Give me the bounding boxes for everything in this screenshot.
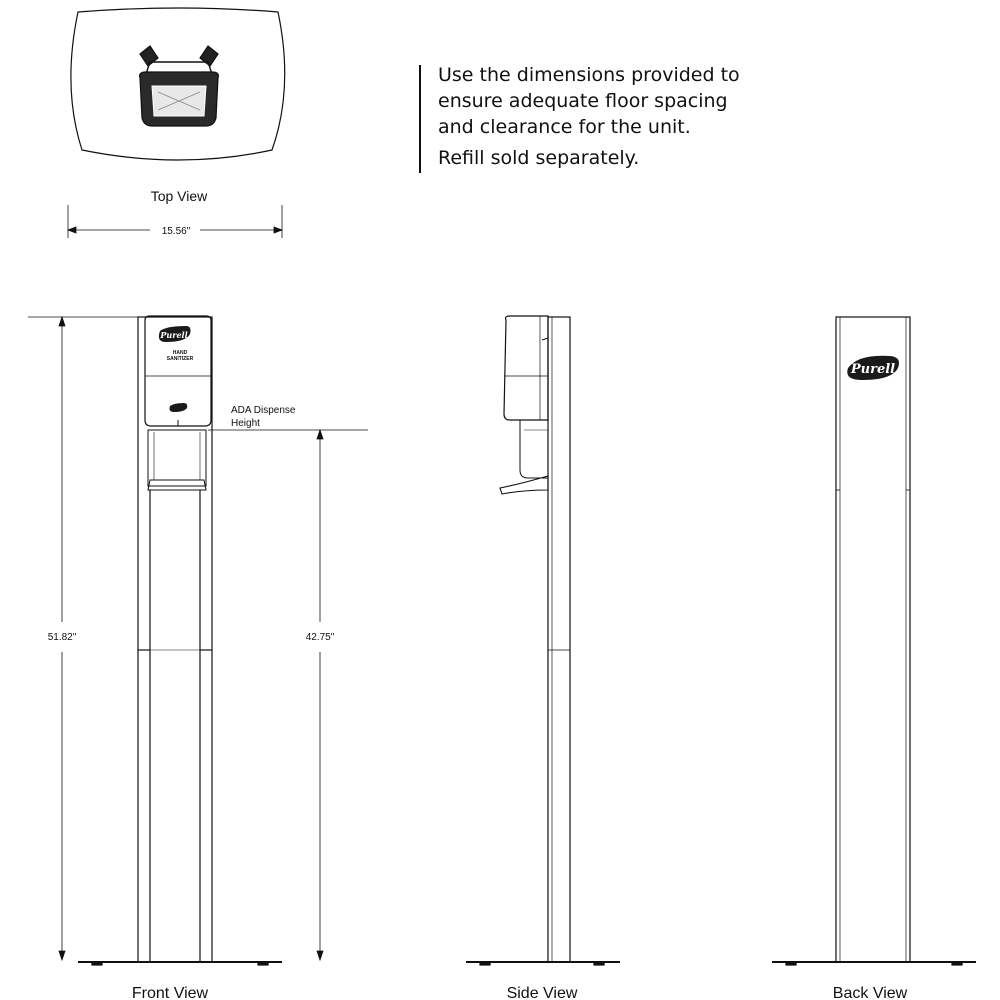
- ada-label-line1: ADA Dispense: [231, 405, 296, 416]
- front-post: [138, 317, 212, 962]
- ada-height-dimension: [208, 430, 368, 960]
- ada-label-line2: Height: [231, 418, 260, 429]
- top-width-value: 15.56": [161, 226, 191, 237]
- front-product-line1: HAND: [172, 350, 188, 356]
- refill-note: Refill sold separately.: [438, 147, 640, 169]
- side-dispenser: [504, 316, 548, 420]
- back-view: [772, 317, 976, 965]
- back-base: [772, 962, 976, 965]
- top-view-dispenser: [140, 46, 219, 126]
- front-base: [78, 962, 282, 965]
- note-line-1: Use the dimensions provided to: [438, 64, 740, 86]
- side-drip-tray: [500, 476, 548, 494]
- back-logo-text: Purell: [850, 362, 896, 377]
- note-line-3: and clearance for the unit.: [438, 116, 691, 138]
- front-logo-text: Purell: [160, 330, 188, 340]
- front-product-line2: SANITIZER: [166, 356, 194, 362]
- side-post: [548, 317, 570, 962]
- side-view: [466, 316, 620, 965]
- side-base: [466, 962, 620, 965]
- top-view-label: Top View: [150, 188, 208, 204]
- total-height-dimension: [28, 317, 140, 960]
- front-purell-logo: [159, 326, 191, 342]
- note-line-2: ensure adequate floor spacing: [438, 90, 728, 112]
- side-view-label: Side View: [506, 985, 578, 1000]
- front-drip-housing: [148, 430, 206, 486]
- ada-height-value: 42.75": [305, 632, 335, 643]
- back-view-label: Back View: [832, 985, 908, 1000]
- total-height-value: 51.82": [47, 632, 77, 643]
- back-post: [836, 317, 910, 962]
- back-purell-logo: [847, 356, 899, 380]
- front-small-logo: [170, 403, 188, 412]
- front-view-label: Front View: [131, 985, 209, 1000]
